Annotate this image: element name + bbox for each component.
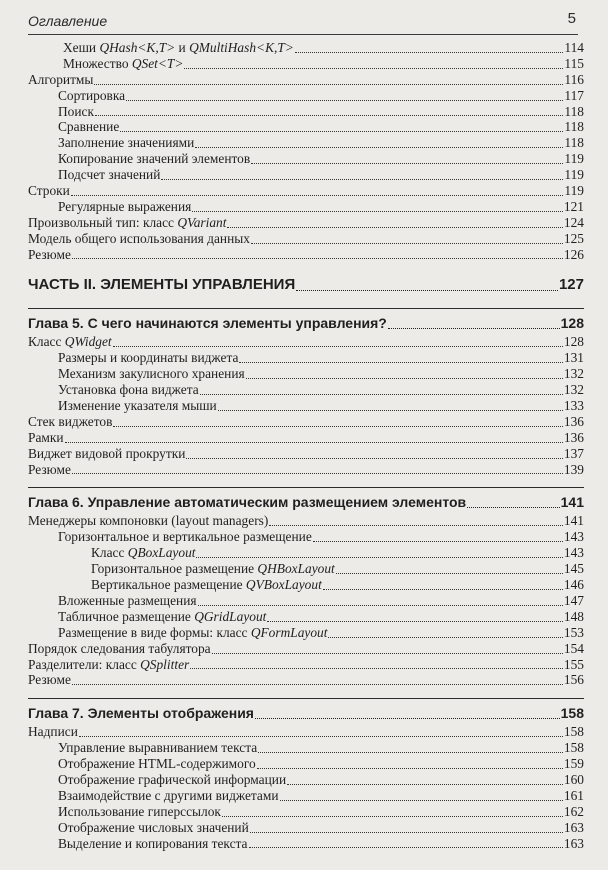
toc-entry (28, 119, 584, 135)
dot-leader (120, 130, 563, 132)
toc-page-number: 121 (563, 198, 584, 214)
toc-page-number: 163 (563, 835, 584, 851)
dot-leader (336, 572, 563, 574)
toc-entry (28, 804, 584, 820)
toc-entry-title: Рамки (28, 429, 64, 445)
toc-entry (28, 593, 584, 609)
toc-page-number: 158 (560, 705, 584, 722)
toc-entry-title: Размеры и координаты виджета (58, 350, 239, 366)
toc-entry (28, 641, 584, 657)
toc-entry (28, 430, 584, 446)
toc-entry-title: Разделители: класс QSplitter (28, 656, 190, 672)
toc-entry-title: Глава 5. С чего начинаются элементы управления? (28, 315, 387, 332)
toc-entry-title: Копирование значений элементов (58, 151, 251, 167)
toc-entry (28, 724, 584, 740)
toc-entry (28, 398, 584, 414)
toc-page-number: 114 (564, 40, 584, 55)
toc-entry-title: Размещение в виде формы: класс QFormLayout (58, 624, 328, 640)
dot-leader (161, 178, 563, 180)
toc-entry (28, 104, 584, 120)
dot-leader (328, 636, 562, 638)
toc-page-number: 119 (564, 151, 584, 167)
dot-leader (198, 604, 563, 606)
toc-entry-title: Виджет видовой прокрутки (28, 445, 186, 461)
toc-entry (28, 513, 584, 529)
toc-entry (28, 167, 584, 183)
dot-leader (267, 620, 563, 622)
toc-entry-title: Стек виджетов (28, 413, 113, 429)
toc-entry-title: Хеши QHash<K,T> и QMultiHash<K,T> (63, 40, 294, 55)
toc-entry-title: Резюме (28, 672, 71, 688)
toc-entry (28, 577, 584, 593)
toc-entry-title: Выделение и копирования текста (58, 835, 248, 851)
table-of-contents (28, 40, 584, 851)
toc-chapter (28, 487, 584, 513)
dot-leader (280, 799, 563, 801)
toc-entry (28, 529, 584, 545)
toc-page-number: 153 (563, 624, 584, 640)
toc-entry-title: Регулярные выражения (58, 198, 192, 214)
toc-entry (28, 609, 584, 625)
toc-entry-title: Строки (28, 183, 70, 199)
toc-entry (28, 820, 584, 836)
dot-leader (71, 194, 564, 196)
dot-leader (72, 683, 563, 685)
dot-leader (251, 162, 563, 164)
toc-entry (28, 135, 584, 151)
dot-leader (255, 717, 560, 719)
toc-page-number: 154 (563, 640, 584, 656)
toc-page-number: 115 (564, 55, 584, 71)
toc-entry-title: Модель общего использования данных (28, 230, 250, 246)
running-header (28, 6, 578, 35)
toc-entry-title: Порядок следования табулятора (28, 640, 211, 656)
dot-leader (79, 735, 563, 737)
page-number: 5 (567, 10, 576, 27)
dot-leader (323, 588, 563, 590)
toc-entry-title: Поиск (58, 103, 94, 119)
dot-leader (313, 540, 563, 542)
toc-entry (28, 414, 584, 430)
running-header-title: Оглавление (28, 13, 108, 29)
toc-entry-title: Установка фона виджета (58, 382, 199, 398)
toc-entry-title: Заполнение значениями (58, 135, 195, 151)
toc-entry-title: Класс QWidget (28, 334, 112, 350)
toc-entry (28, 672, 584, 688)
toc-page-number: 155 (563, 656, 584, 672)
dot-leader (196, 556, 562, 558)
dot-leader (251, 242, 563, 244)
toc-page-number: 156 (563, 672, 584, 688)
toc-page-number: 132 (563, 382, 584, 398)
toc-entry-title: Резюме (28, 246, 71, 262)
toc-page-number: 163 (563, 819, 584, 835)
toc-page-number: 126 (563, 246, 584, 262)
toc-entry (28, 215, 584, 231)
dot-leader (295, 51, 564, 53)
toc-page-number: 136 (563, 413, 584, 429)
dot-leader (218, 409, 563, 411)
toc-page-number: 128 (560, 315, 584, 332)
dot-leader (200, 393, 563, 395)
toc-entry-title: Отображение числовых значений (58, 819, 249, 835)
toc-page-number: 125 (563, 230, 584, 246)
toc-page-number: 116 (564, 71, 584, 87)
toc-page-number: 137 (563, 445, 584, 461)
toc-entry (28, 740, 584, 756)
toc-entry (28, 788, 584, 804)
dot-leader (184, 67, 563, 69)
toc-entry-title: Взаимодействие с другими виджетами (58, 787, 279, 803)
toc-entry (28, 72, 584, 88)
toc-entry (28, 657, 584, 673)
toc-entry-title: Сортировка (58, 87, 126, 103)
toc-entry (28, 366, 584, 382)
toc-page-number: 161 (563, 787, 584, 803)
dot-leader (186, 457, 563, 459)
toc-page-number: 132 (563, 366, 584, 382)
toc-entry (28, 625, 584, 641)
toc-entry-title: Менеджеры компоновки (layout managers) (28, 513, 269, 529)
dot-leader (95, 114, 563, 116)
toc-page-number: 145 (563, 561, 584, 577)
toc-page-number: 119 (564, 167, 584, 183)
toc-page-number: 131 (563, 350, 584, 366)
dot-leader (269, 524, 563, 526)
toc-entry-title: ЧАСТЬ II. ЭЛЕМЕНТЫ УПРАВЛЕНИЯ (28, 276, 296, 294)
toc-entry-title: Глава 7. Элементы отображения (28, 705, 254, 722)
dot-leader (467, 506, 559, 508)
toc-entry-title: Отображение графической информации (58, 771, 287, 787)
toc-entry-title: Горизонтальное размещение QHBoxLayout (91, 561, 335, 577)
toc-page-number: 118 (564, 103, 584, 119)
dot-leader (296, 289, 558, 291)
toc-entry-title: Вертикальное размещение QVBoxLayout (91, 577, 322, 593)
toc-chapter (28, 308, 584, 334)
toc-page-number: 118 (564, 135, 584, 151)
toc-entry-title: Горизонтальное и вертикальное размещение (58, 529, 312, 545)
toc-page-number: 133 (563, 398, 584, 414)
dot-leader (388, 327, 560, 329)
toc-entry-title: Множество QSet<T> (63, 55, 184, 71)
toc-entry-title: Алгоритмы (28, 71, 94, 87)
toc-entry (28, 247, 584, 263)
toc-entry-title: Подсчет значений (58, 167, 161, 183)
dot-leader (222, 815, 563, 817)
dot-leader (249, 846, 563, 848)
toc-entry-title: Класс QBoxLayout (91, 545, 196, 561)
dot-leader (287, 783, 563, 785)
toc-entry (28, 334, 584, 350)
toc-entry-title: Вложенные размещения (58, 592, 197, 608)
dot-leader (212, 652, 563, 654)
toc-entry-title: Управление выравниванием текста (58, 740, 258, 756)
toc-entry (28, 561, 584, 577)
toc-page-number: 143 (563, 545, 584, 561)
toc-entry-title: Резюме (28, 461, 71, 477)
dot-leader (113, 345, 563, 347)
dot-leader (126, 99, 563, 101)
toc-page-number: 162 (563, 803, 584, 819)
dot-leader (258, 751, 563, 753)
toc-entry (28, 183, 584, 199)
toc-entry (28, 231, 584, 247)
toc-entry (28, 462, 584, 478)
dot-leader (72, 472, 563, 474)
toc-page-number: 141 (560, 494, 584, 511)
toc-page-number: 159 (563, 756, 584, 772)
dot-leader (246, 377, 563, 379)
toc-entry-title: Отображение HTML-содержимого (58, 756, 256, 772)
toc-page-number: 124 (563, 214, 584, 230)
toc-page-number: 147 (563, 592, 584, 608)
dot-leader (72, 257, 563, 259)
toc-entry (28, 56, 584, 72)
toc-page-number: 117 (564, 87, 584, 103)
toc-entry-title: Изменение указателя мыши (58, 398, 217, 414)
toc-page-number: 143 (563, 529, 584, 545)
dot-leader (65, 441, 563, 443)
dot-leader (190, 667, 563, 669)
toc-entry (28, 382, 584, 398)
toc-entry-title: Табличное размещение QGridLayout (58, 608, 267, 624)
toc-part (28, 272, 584, 298)
dot-leader (257, 767, 563, 769)
dot-leader (192, 210, 563, 212)
toc-page-number: 158 (563, 740, 584, 756)
toc-page-number: 128 (563, 334, 584, 350)
toc-entry (28, 88, 584, 104)
toc-entry-title: Механизм закулисного хранения (58, 366, 245, 382)
toc-entry-title: Глава 6. Управление автоматическим размещением элементов (28, 494, 467, 511)
toc-page-number: 119 (564, 183, 584, 199)
dot-leader (195, 146, 563, 148)
toc-page-number: 136 (563, 429, 584, 445)
toc-entry (28, 199, 584, 215)
toc-entry (28, 772, 584, 788)
toc-page-number: 148 (563, 608, 584, 624)
dot-leader (250, 831, 563, 833)
dot-leader (239, 361, 562, 363)
toc-entry (28, 40, 584, 56)
toc-entry (28, 350, 584, 366)
toc-entry (28, 446, 584, 462)
toc-entry-title: Надписи (28, 724, 78, 740)
toc-page-number: 160 (563, 771, 584, 787)
toc-entry (28, 836, 584, 852)
toc-page-number: 139 (563, 461, 584, 477)
toc-entry (28, 151, 584, 167)
dot-leader (227, 226, 562, 228)
toc-entry-title: Сравнение (58, 119, 120, 135)
toc-page-number: 158 (563, 724, 584, 740)
toc-entry-title: Использование гиперссылок (58, 803, 221, 819)
toc-page-number: 127 (558, 276, 584, 294)
toc-page-number: 118 (564, 119, 584, 135)
toc-page-number: 141 (563, 513, 584, 529)
toc-page-number: 146 (563, 577, 584, 593)
toc-entry (28, 756, 584, 772)
dot-leader (94, 83, 563, 85)
toc-chapter (28, 698, 584, 724)
dot-leader (113, 425, 562, 427)
toc-entry (28, 545, 584, 561)
toc-entry-title: Произвольный тип: класс QVariant (28, 214, 227, 230)
